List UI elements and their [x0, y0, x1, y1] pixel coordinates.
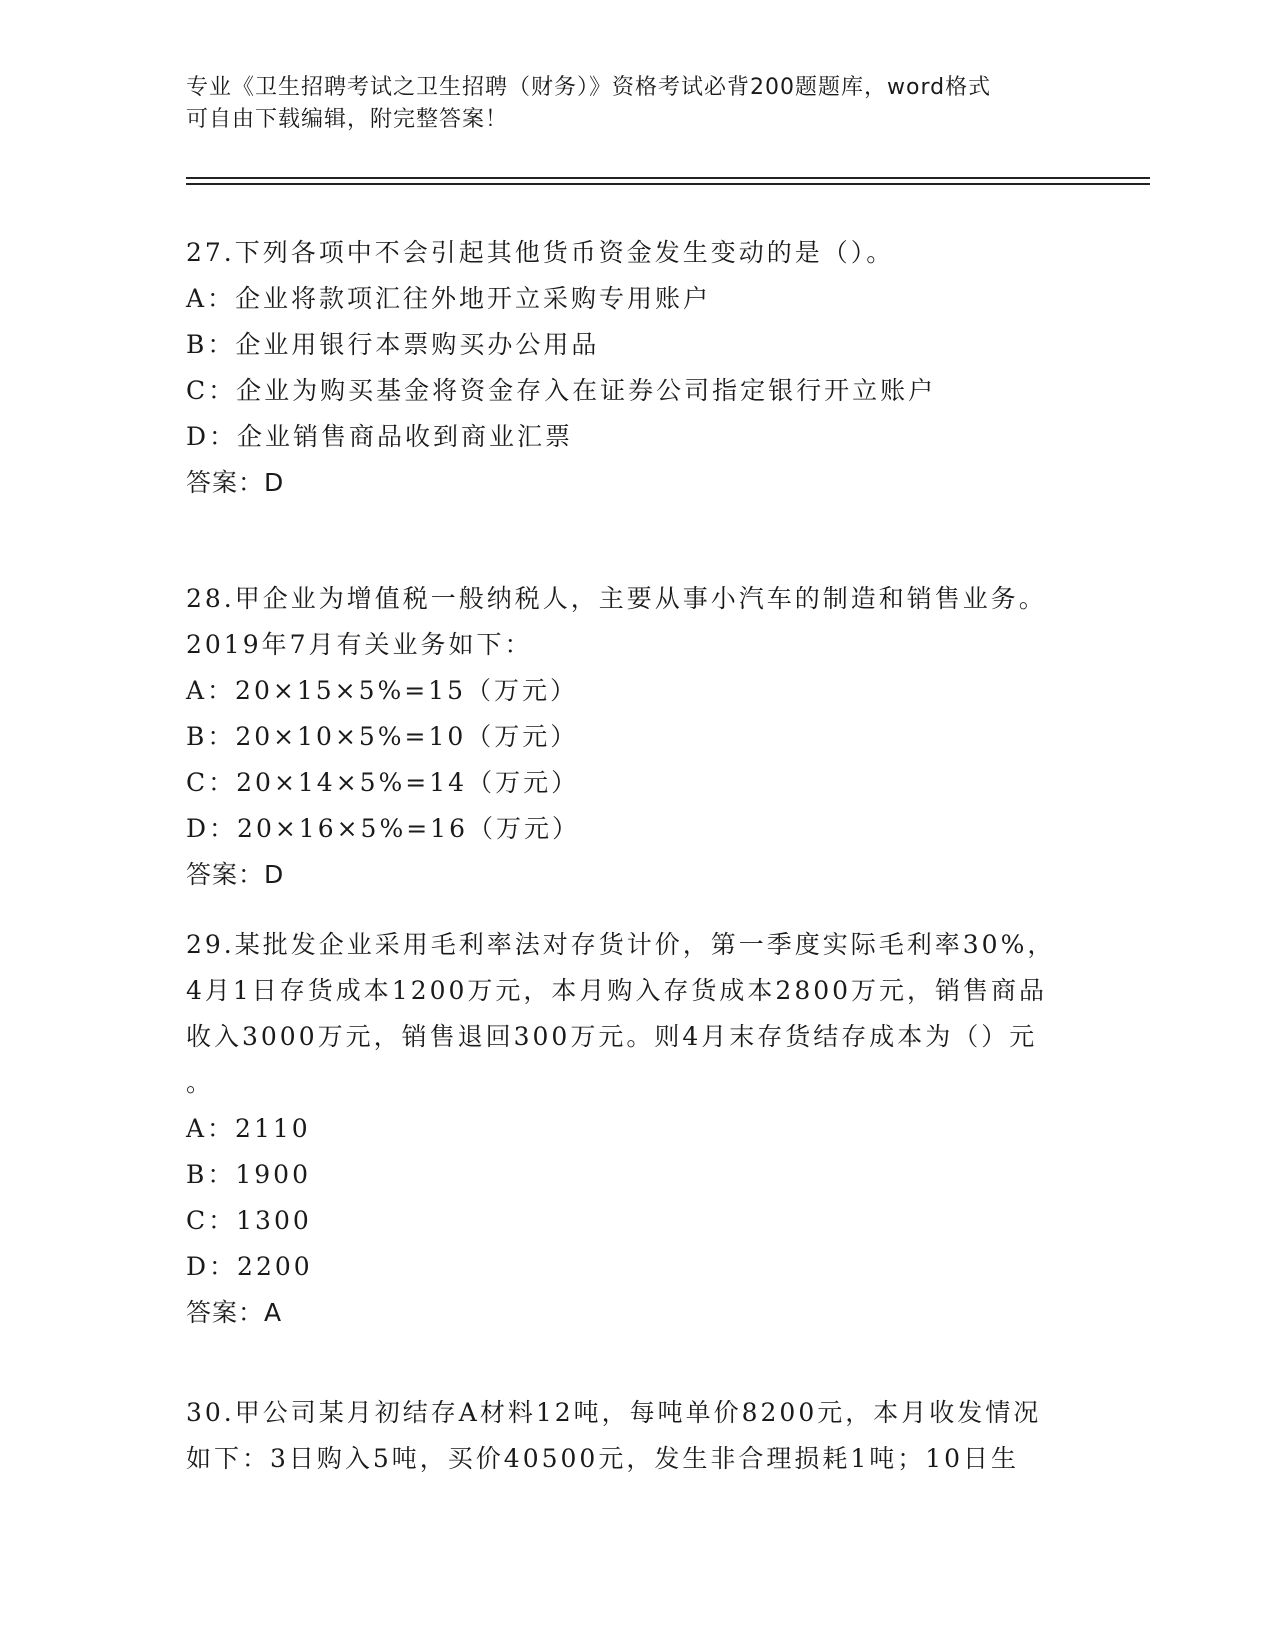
question-30 [186, 1390, 1086, 1482]
option-b: B：1900 [186, 1160, 311, 1189]
question-stem: 29.某批发企业采用毛利率法对存货计价，第一季度实际毛利率30%， [186, 930, 1056, 959]
option-a: A：20×15×5%=15（万元） [186, 676, 578, 705]
option-d: D：20×16×5%=16（万元） [186, 814, 580, 843]
option-b: B：企业用银行本票购买办公用品 [186, 330, 600, 359]
question-stem: 收入3000万元，销售退回300万元。则4月末存货结存成本为（）元 [186, 1022, 1038, 1051]
question-29 [186, 922, 1086, 1336]
answer-text: 答案：D [186, 468, 285, 497]
option-b: B：20×10×5%=10（万元） [186, 722, 579, 751]
question-stem: 4月1日存货成本1200万元，本月购入存货成本2800万元，销售商品 [186, 976, 1048, 1005]
answer-text: 答案：D [186, 860, 285, 889]
option-d: D：企业销售商品收到商业汇票 [186, 422, 574, 451]
option-c: C：1300 [186, 1206, 312, 1235]
header-divider-bottom [186, 183, 1150, 185]
question-stem: 28.甲企业为增值税一般纳税人，主要从事小汽车的制造和销售业务。 [186, 584, 1047, 613]
option-c: C：企业为购买基金将资金存入在证券公司指定银行开立账户 [186, 376, 937, 405]
header-divider-top [186, 177, 1150, 179]
question-stem: 。 [186, 1068, 215, 1097]
answer-text: 答案：A [186, 1298, 283, 1327]
question-stem: 30.甲公司某月初结存A材料12吨，每吨单价8200元，本月收发情况 [186, 1398, 1042, 1427]
header-line-2: 可自由下载编辑，附完整答案！ [186, 107, 509, 132]
option-c: C：20×14×5%=14（万元） [186, 768, 580, 797]
document-header [186, 72, 1086, 136]
header-line-1: 专业《卫生招聘考试之卫生招聘（财务）》资格考试必背200题题库，word格式 [186, 75, 992, 100]
option-a: A：2110 [186, 1114, 311, 1143]
question-27 [186, 230, 1086, 506]
question-28 [186, 576, 1086, 898]
question-stem: 27.下列各项中不会引起其他货币资金发生变动的是（）。 [186, 238, 895, 267]
option-a: A：企业将款项汇往外地开立采购专用账户 [186, 284, 712, 313]
question-stem: 如下：3日购入5吨，买价40500元，发生非合理损耗1吨；10日生 [186, 1444, 1020, 1473]
option-d: D：2200 [186, 1252, 313, 1281]
question-stem: 2019年7月有关业务如下： [186, 630, 533, 659]
